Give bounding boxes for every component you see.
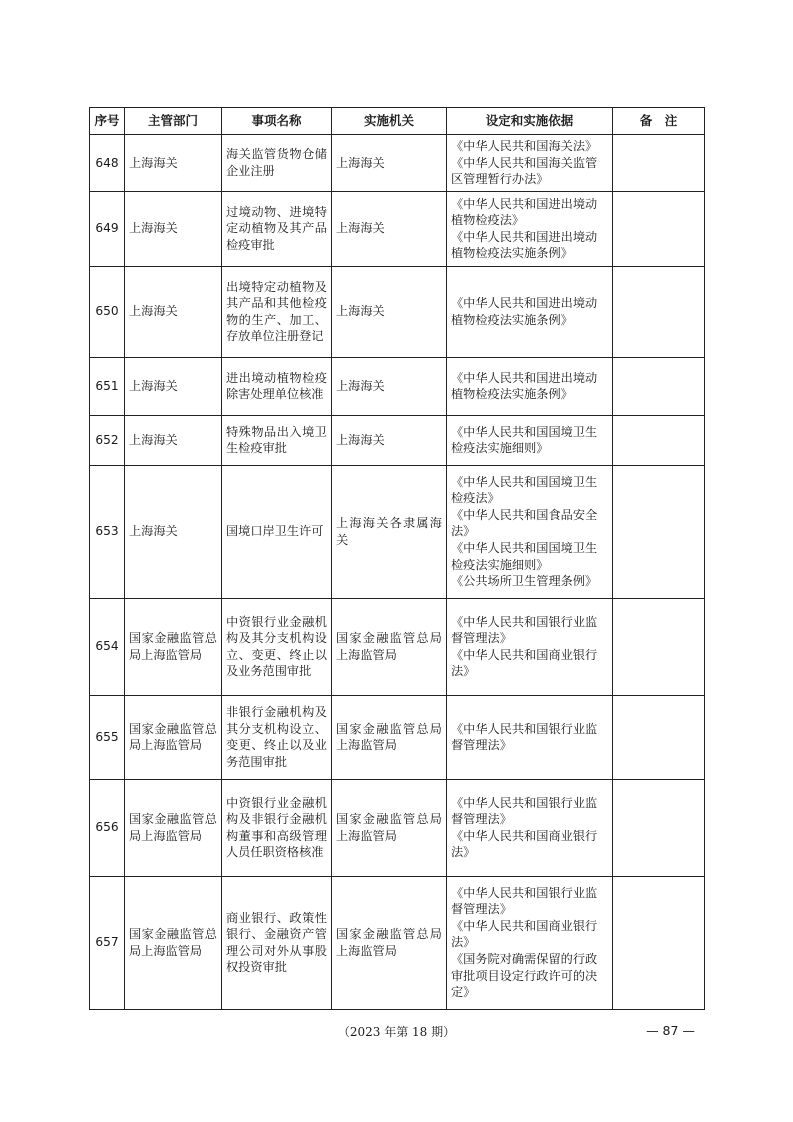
cell-item: 过境动物、进境特定动植物及其产品检疫审批: [222, 191, 332, 266]
cell-dept: 上海海关: [125, 357, 222, 415]
cell-basis: [447, 695, 613, 779]
cell-org: 上海海关: [332, 415, 447, 465]
cell-seq: 650: [90, 266, 125, 357]
basis-law: 《中华人民共和国海关监管区管理暂行办法》: [451, 155, 598, 187]
cell-item: 中资银行业金融机构及其分支机构设立、变更、终止以及业务范围审批: [222, 598, 332, 695]
table-row: [90, 266, 705, 357]
cell-basis: [447, 191, 613, 266]
cell-seq: 649: [90, 191, 125, 266]
table-header-row: [90, 108, 705, 135]
cell-basis: [447, 465, 613, 598]
cell-dept: 上海海关: [125, 266, 222, 357]
cell-basis: [447, 357, 613, 415]
table-row: [90, 135, 705, 192]
cell-dept: 上海海关: [125, 135, 222, 192]
cell-seq: 648: [90, 135, 125, 192]
basis-law: 《中华人民共和国进出境动植物检疫法实施条例》: [451, 370, 598, 402]
basis-law: 《中华人民共和国商业银行法》: [451, 828, 598, 860]
cell-seq: 653: [90, 465, 125, 598]
header-note: 备 注: [613, 108, 705, 135]
cell-org: 国家金融监管总局上海监管局: [332, 598, 447, 695]
cell-basis: [447, 598, 613, 695]
basis-law: 《中华人民共和国银行业监督管理法》: [451, 795, 598, 827]
cell-org: 国家金融监管总局上海监管局: [332, 779, 447, 876]
cell-org: 上海海关: [332, 135, 447, 192]
cell-item: 中资银行业金融机构及非银行金融机构董事和高级管理人员任职资格核准: [222, 779, 332, 876]
header-item: 事项名称: [222, 108, 332, 135]
header-org: 实施机关: [332, 108, 447, 135]
cell-dept: 国家金融监管总局上海监管局: [125, 876, 222, 1009]
cell-org: 上海海关各隶属海关: [332, 465, 447, 598]
basis-law: 《中华人民共和国国境卫生检疫法》: [451, 474, 598, 506]
cell-note: [613, 191, 705, 266]
cell-dept: 国家金融监管总局上海监管局: [125, 598, 222, 695]
cell-basis: [447, 415, 613, 465]
cell-seq: 651: [90, 357, 125, 415]
basis-law: 《中华人民共和国进出境动植物检疫法》: [451, 196, 598, 228]
cell-org: 上海海关: [332, 357, 447, 415]
table-row: [90, 357, 705, 415]
cell-note: [613, 415, 705, 465]
cell-note: [613, 598, 705, 695]
cell-seq: 656: [90, 779, 125, 876]
cell-seq: 654: [90, 598, 125, 695]
cell-note: [613, 695, 705, 779]
issue-number: （2023 年第 18 期）: [337, 1025, 456, 1039]
basis-law: 《中华人民共和国食品安全法》: [451, 507, 598, 539]
basis-law: 《中华人民共和国海关法》: [451, 139, 598, 153]
cell-basis: [447, 135, 613, 192]
header-dept: 主管部门: [125, 108, 222, 135]
cell-item: 海关监管货物仓储企业注册: [222, 135, 332, 192]
table-row: [90, 415, 705, 465]
cell-item: 进出境动植物检疫除害处理单位核准: [222, 357, 332, 415]
basis-law: 《中华人民共和国银行业监督管理法》: [451, 614, 598, 646]
cell-item: 国境口岸卫生许可: [222, 465, 332, 598]
cell-note: [613, 465, 705, 598]
cell-note: [613, 357, 705, 415]
basis-law: 《中华人民共和国国境卫生检疫法实施细则》: [451, 424, 598, 456]
table-row: [90, 695, 705, 779]
cell-dept: 上海海关: [125, 191, 222, 266]
basis-law: 《中华人民共和国进出境动植物检疫法实施条例》: [451, 296, 598, 327]
basis-law: 《中华人民共和国商业银行法》: [451, 647, 598, 679]
cell-org: 上海海关: [332, 266, 447, 357]
header-basis: 设定和实施依据: [447, 108, 613, 135]
cell-basis: [447, 876, 613, 1009]
basis-law: 《中华人民共和国商业银行法》: [451, 918, 598, 950]
basis-law: 《中华人民共和国银行业监督管理法》: [451, 721, 598, 753]
basis-law: 《国务院对确需保留的行政审批项目设定行政许可的决定》: [451, 952, 598, 1000]
header-seq: 序号: [90, 108, 125, 135]
table-row: [90, 779, 705, 876]
table-row: [90, 598, 705, 695]
administrative-licensing-table: [89, 107, 705, 1010]
cell-seq: 655: [90, 695, 125, 779]
cell-item: 非银行金融机构及其分支机构设立、变更、终止以及业务范围审批: [222, 695, 332, 779]
cell-dept: 国家金融监管总局上海监管局: [125, 695, 222, 779]
cell-item: 特殊物品出入境卫生检疫审批: [222, 415, 332, 465]
cell-seq: 657: [90, 876, 125, 1009]
cell-note: [613, 876, 705, 1009]
table-row: [90, 191, 705, 266]
cell-item: 出境特定动植物及其产品和其他检疫物的生产、加工、存放单位注册登记: [222, 266, 332, 357]
table-row: [90, 465, 705, 598]
cell-org: 国家金融监管总局上海监管局: [332, 876, 447, 1009]
cell-dept: 上海海关: [125, 465, 222, 598]
cell-seq: 652: [90, 415, 125, 465]
cell-note: [613, 135, 705, 192]
basis-law: 《中华人民共和国进出境动植物检疫法实施条例》: [451, 229, 598, 261]
cell-note: [613, 266, 705, 357]
basis-law: 《中华人民共和国银行业监督管理法》: [451, 885, 598, 917]
table-row: [90, 876, 705, 1009]
cell-note: [613, 779, 705, 876]
basis-law: 《公共场所卫生管理条例》: [451, 574, 598, 589]
cell-basis: [447, 266, 613, 357]
page-number: — 87 —: [646, 1023, 695, 1038]
cell-dept: 上海海关: [125, 415, 222, 465]
cell-org: 国家金融监管总局上海监管局: [332, 695, 447, 779]
cell-basis: [447, 779, 613, 876]
cell-dept: 国家金融监管总局上海监管局: [125, 779, 222, 876]
cell-item: 商业银行、政策性银行、金融资产管理公司对外从事股权投资审批: [222, 876, 332, 1009]
cell-org: 上海海关: [332, 191, 447, 266]
basis-law: 《中华人民共和国国境卫生检疫法实施细则》: [451, 541, 598, 572]
